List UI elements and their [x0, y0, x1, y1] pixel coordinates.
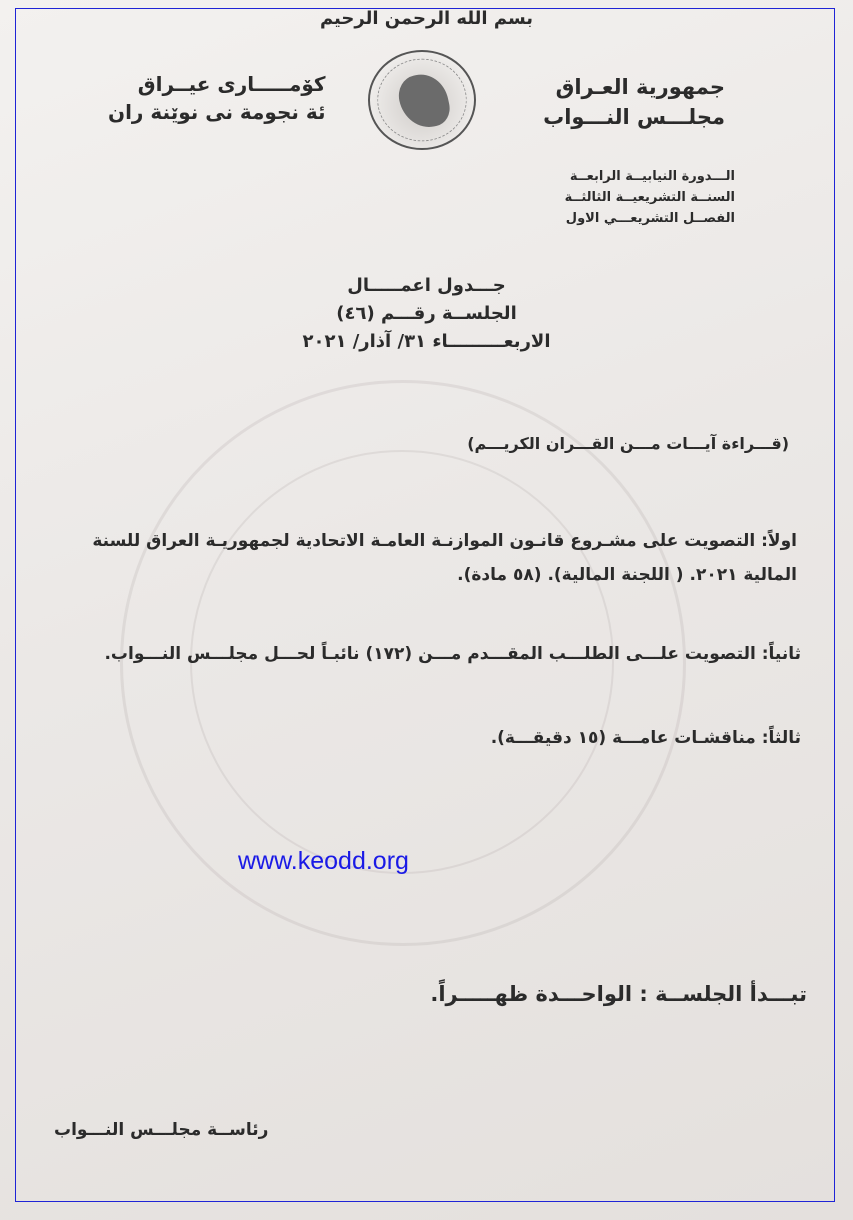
session-date: الاربعـــــــــاء ٣١/ آذار/ ٢٠٢١: [302, 331, 551, 352]
watermark-link[interactable]: www.keodd.org: [238, 847, 409, 875]
quran-reading: (قـــراءة آيـــات مـــن القـــران الكريـــم): [467, 434, 789, 453]
session-number: الجلســة رقـــم (٤٦): [336, 303, 517, 324]
signature: رئاســة مجلـــس النـــواب: [54, 1120, 269, 1140]
basmala: بسم الله الرحمن الرحيم: [319, 8, 534, 29]
parliamentary-term: الـــدورة النيابيــة الرابعــة: [569, 169, 735, 184]
agenda-item-third: ثالثاً: مناقشـات عامـــة (١٥ دقيقـــة).: [490, 728, 801, 748]
kurdish-council-name: ئة نجومة نى نوێنة ران: [108, 100, 326, 124]
council-name: مجلـــس النـــواب: [543, 105, 725, 129]
agenda-title: جـــدول اعمـــــال: [347, 275, 506, 296]
legislative-year: السنــة التشريعيــة الثالثــة: [564, 190, 735, 205]
agenda-item-first: اولاً: التصويت على مشـروع قانـون الموازنـة العامـة الاتحادية لجمهوريـة العراق للسنة المالية ٢٠٢١. ( اللجنة المالية). (٥٨ مادة).: [92, 531, 797, 585]
kurdish-republic-name: كۆمـــــارى عيــراق: [137, 72, 326, 96]
legislative-term: الفصــل التشريعـــي الاول: [565, 211, 735, 226]
agenda-item-second: ثانياً: التصويت علـــى الطلـــب المقـــدم مـــن (١٧٢) نائبـاً لحـــل مجلـــس النـــواب.: [104, 644, 801, 664]
republic-name: جمهورية العـراق: [555, 75, 725, 99]
start-time: تبـــدأ الجلســة : الواحـــدة ظهـــــراً.: [430, 982, 807, 1006]
page-border: [15, 8, 835, 1202]
